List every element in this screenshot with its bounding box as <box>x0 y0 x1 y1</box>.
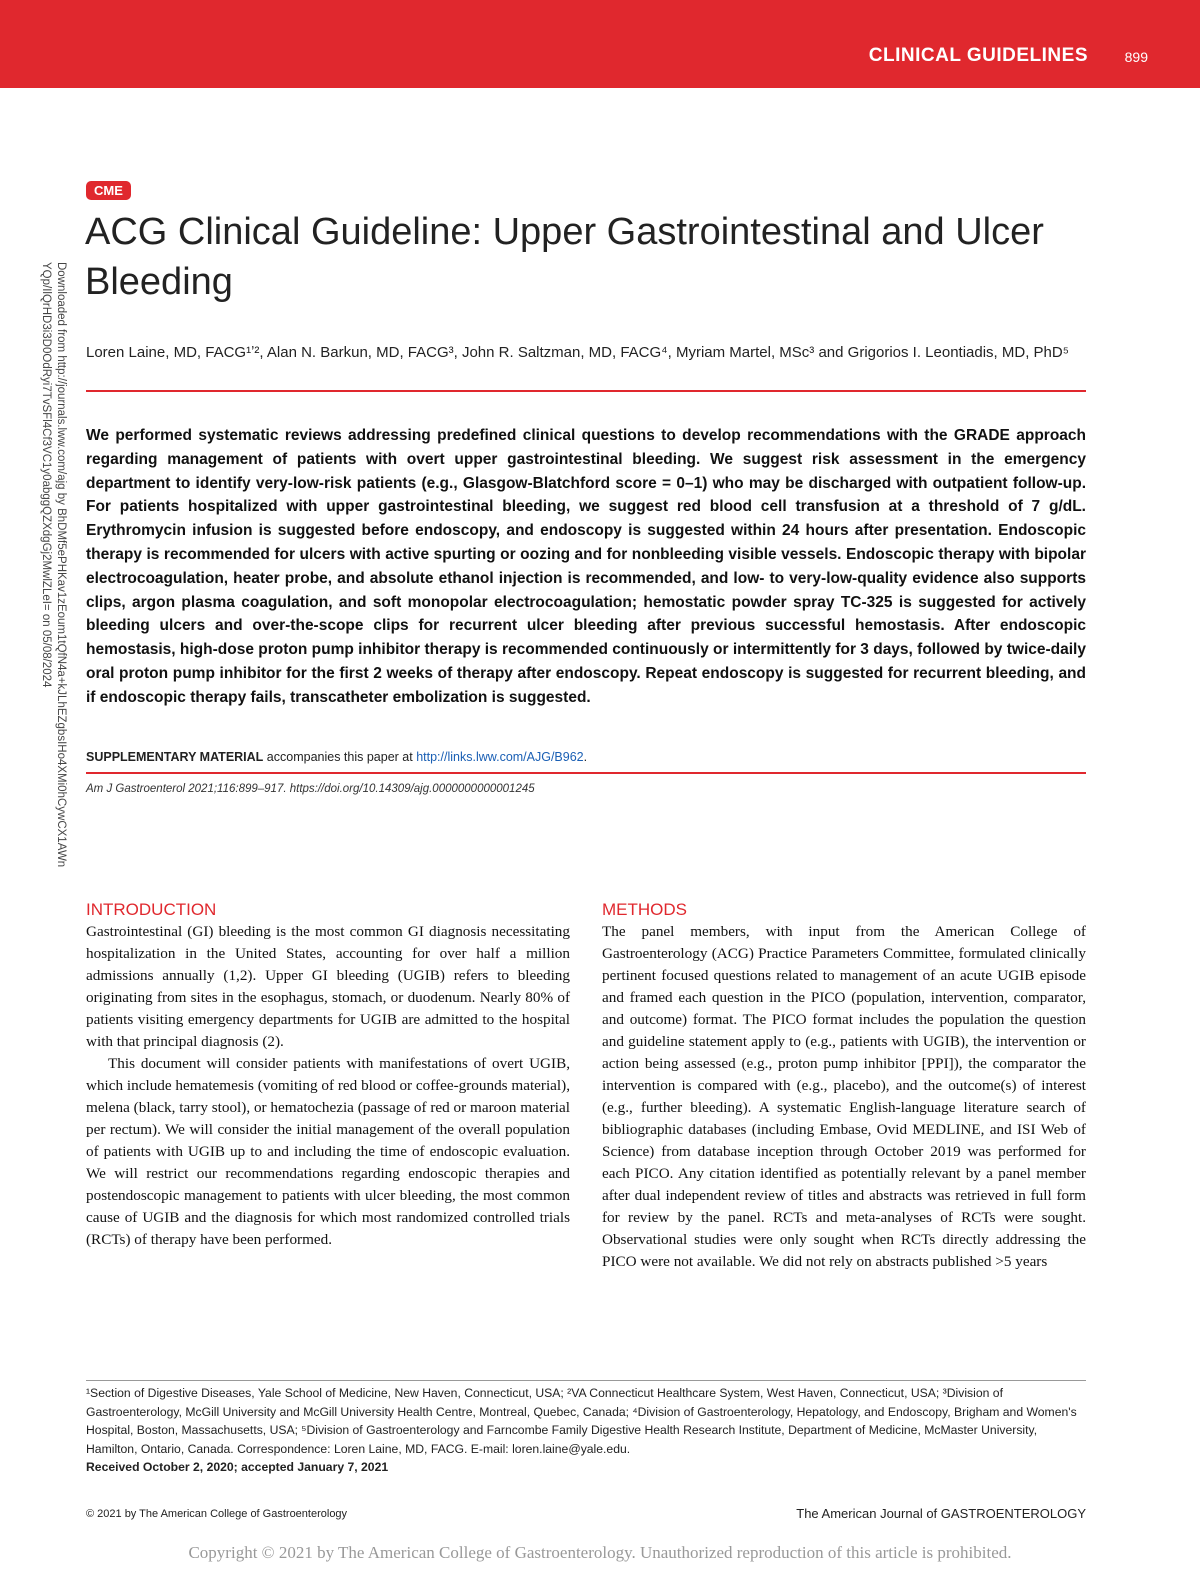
introduction-paragraph-1: Gastrointestinal (GI) bleeding is the most common GI diagnosis necessitating hospitalization in the United States, accounting for over half a million admissions annually (1,2). Upper GI bleeding (UGIB) refers to bleeding originating from sites in the esophagus, stomach, or duodenum. Nearly 80% of patients visiting emergency departments for UGIB are admitted to the hospital with that principal diagnosis (2). <box>86 923 570 1050</box>
journal-name-main: GASTROENTEROLOGY <box>940 1506 1086 1521</box>
author-list: Loren Laine, MD, FACG¹ʼ², Alan N. Barkun, MD, FACG³, John R. Saltzman, MD, FACG⁴, Myriam Martel, MSc³ and Grigorios I. Leontiadis, MD, PhD⁵ <box>86 344 1069 361</box>
introduction-heading: INTRODUCTION <box>86 900 217 919</box>
download-note: Downloaded from http://journals.lww.com/ajg by BhDMf5ePHKav1zEoum1tQfN4a+kJLhEZgbsIHo4XMi0hCywCX1AWn YQp/IlQrHD3i3D0OdRyi7TvSFl4Cf3VC1y0abggQZXdgGj2MwlZLeI= on 05/08/2024 <box>40 262 67 868</box>
affiliations: ¹Section of Digestive Diseases, Yale School of Medicine, New Haven, Connecticut, USA; ²VA Connecticut Healthcare System, West Haven, Connecticut, USA; ³Division of Gastroenterology, McGill University and McGill University Health Centre, Montreal, Quebec, Canada; ⁴Division of Gastroenterology, Hepatology, and Endoscopy, Brigham and Women's Hospital, Boston, Massachusetts, USA; ⁵Division of Gastroenterology and Farncombe Family Digestive Health Research Institute, Department of Medicine, McMaster University, Hamilton, Ontario, Canada. Correspondence: Loren Laine, MD, FACG. E-mail: loren.laine@yale.edu. <box>86 1386 1077 1456</box>
footnotes <box>86 1384 1086 1477</box>
footer-journal-name <box>796 1506 1086 1521</box>
methods-section <box>602 899 1086 1273</box>
cme-badge: CME <box>86 181 131 200</box>
abstract: We performed systematic reviews addressing predefined clinical questions to develop recommendations with the GRADE approach regarding management of patients with overt upper gastrointestinal bleeding. We suggest risk assessment in the emergency department to identify very-low-risk patients (e.g., Glasgow-Blatchford score = 0–1) who may be discharged with outpatient follow-up. For patients hospitalized with upper gastrointestinal bleeding, we suggest red blood cell transfusion at a threshold of 7 g/dL. Erythromycin infusion is suggested before endoscopy, and endoscopy is suggested within 24 hours after presentation. Endoscopic therapy is recommended for ulcers with active spurting or oozing and for nonbleeding visible vessels. Endoscopic therapy with bipolar electrocoagulation, heater probe, and absolute ethanol injection is recommended, and low- to very-low-quality evidence also supports clips, argon plasma coagulation, and soft monopolar electrocoagulation; hemostatic powder spray TC-325 is suggested for actively bleeding ulcers and over-the-scope clips for recurrent ulcer bleeding after previous successful hemostasis. After endoscopic hemostasis, high-dose proton pump inhibitor therapy is recommended continuously or intermittently for 3 days, followed by twice-daily oral proton pump inhibitor for the first 2 weeks of therapy after endoscopy. Repeat endoscopy is suggested for recurrent bleeding, and if endoscopic therapy fails, transcatheter embolization is suggested. <box>86 427 1086 706</box>
methods-heading: METHODS <box>602 900 687 919</box>
supplementary-end: . <box>583 750 588 764</box>
abstract-divider <box>86 772 1086 774</box>
supplementary-link[interactable]: http://links.lww.com/AJG/B962 <box>416 750 584 764</box>
introduction-paragraph-2: This document will consider patients with manifestations of overt UGIB, which include hematemesis (vomiting of red blood or coffee-grounds material), melena (black, tarry stool), or hematochezia (passage of red or maroon material per rectum). We will consider the initial management of the overall population of patients with UGIB up to and including the time of endoscopic evaluation. We will restrict our recommendations regarding endoscopic therapies and postendoscopic management to patients with ulcer bleeding, the most common cause of UGIB and the diagnosis for which most randomized controlled trials (RCTs) of therapy have been performed. <box>86 1055 570 1248</box>
page-number: 899 <box>1124 49 1148 65</box>
copyright-notice: Copyright © 2021 by The American College of Gastroenterology. Unauthorized reproduction of this article is prohibited. <box>188 1543 1012 1562</box>
supplementary-note <box>86 750 587 764</box>
citation: Am J Gastroenterol 2021;116:899–917. https://doi.org/10.14309/ajg.0000000000001245 <box>86 783 535 795</box>
introduction-section <box>86 899 570 1251</box>
received-dates: Received October 2, 2020; accepted January 7, 2021 <box>86 1460 389 1474</box>
journal-name-prefix: The American Journal of <box>796 1506 941 1521</box>
methods-paragraph-1: The panel members, with input from the American College of Gastroenterology (ACG) Practice Parameters Committee, formulated clinically pertinent focused questions related to management of an acute UGIB episode and framed each question in the PICO (population, intervention, comparator, and outcome) format. The PICO format includes the population the question and guideline statement apply to (e.g., patients with UGIB), the intervention or action being assessed (e.g., proton pump inhibitor [PPI]), the comparator the intervention is compared with (e.g., placebo), and the outcome(s) of interest (e.g., further bleeding). A systematic English-language literature search of bibliographic databases (including Embase, Ovid MEDLINE, and ISI Web of Science) from database inception through October 2019 was performed for each PICO. Any citation identified as potentially relevant by a panel member after dual independent review of titles and abstracts was retrieved in full form for review by the panel. RCTs and meta-analyses of RCTs were sought. Observational studies were only sought when RCTs directly addressing the PICO were not available. We did not rely on abstracts published >5 years <box>602 923 1086 1270</box>
supplementary-label: SUPPLEMENTARY MATERIAL <box>86 750 264 764</box>
section-label: CLINICAL GUIDELINES <box>868 45 1088 66</box>
supplementary-text: accompanies this paper at <box>263 750 417 764</box>
journal-header-bar <box>0 0 1200 88</box>
footnote-divider <box>86 1380 1086 1381</box>
footer-copyright-holder: © 2021 by The American College of Gastroenterology <box>86 1508 348 1520</box>
title-divider <box>86 390 1086 392</box>
article-title: ACG Clinical Guideline: Upper Gastrointestinal and Ulcer Bleeding <box>85 211 1044 303</box>
